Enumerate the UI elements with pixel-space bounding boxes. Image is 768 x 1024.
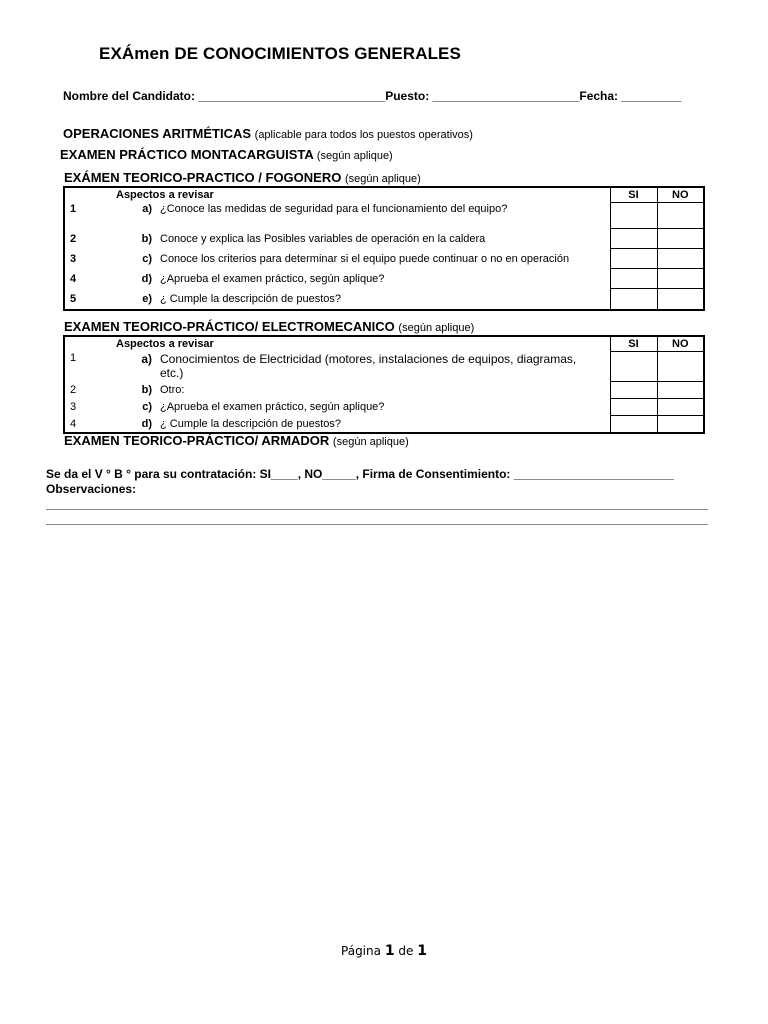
row-text: Conoce y explica las Posibles variables de operación en la caldera (160, 232, 486, 245)
section-note: (según aplique) (344, 173, 421, 185)
row-number: 2 (70, 232, 77, 245)
footer-current-page: 1 (384, 943, 395, 959)
footer-pagina-label: Página (341, 944, 381, 958)
no-checkbox[interactable] (657, 416, 704, 433)
si-checkbox[interactable] (610, 289, 657, 310)
si-checkbox[interactable] (610, 269, 657, 289)
row-letter: b) (141, 232, 152, 245)
si-checkbox[interactable] (610, 399, 657, 416)
row-letter: d) (141, 417, 152, 430)
si-checkbox[interactable] (610, 352, 657, 382)
row-text: ¿Aprueba el examen práctico, según aplique? (160, 401, 385, 413)
footer-de-label: de (398, 944, 414, 958)
no-checkbox[interactable] (657, 249, 704, 269)
section-note: (según aplique) (316, 150, 393, 162)
checklist-row (64, 229, 704, 249)
footer-total-pages: 1 (417, 943, 427, 959)
row-number: 3 (70, 401, 77, 413)
section-note: (aplicable para todos los puestos operativos) (254, 129, 473, 141)
page-title: EXÁmen DE CONOCIMIENTOS GENERALES (99, 44, 461, 63)
consent-block (46, 467, 674, 497)
section-title: EXAMEN PRÁCTICO MONTACARGUISTA (60, 147, 314, 162)
si-checkbox[interactable] (610, 203, 657, 229)
consent-line: Se da el V ° B ° para su contratación: SI____, NO_____, Firma de Consentimiento: ________________________ (46, 467, 674, 481)
row-text: ¿Conoce las medidas de seguridad para el funcionamiento del equipo? (160, 202, 508, 215)
section-title: OPERACIONES ARITMÉTICAS (63, 126, 252, 141)
electromecanico-checklist (63, 335, 705, 434)
checklist-header (64, 336, 704, 352)
checklist-row (64, 416, 704, 433)
row-letter: c) (142, 252, 152, 265)
checklist-row (64, 269, 704, 289)
si-checkbox[interactable] (610, 229, 657, 249)
row-number: 1 (70, 202, 77, 215)
no-checkbox[interactable] (657, 269, 704, 289)
no-checkbox[interactable] (657, 382, 704, 399)
row-text: Otro: (160, 384, 185, 396)
no-checkbox[interactable] (657, 229, 704, 249)
observaciones-label: Observaciones: (46, 482, 137, 496)
checklist-row (64, 352, 704, 382)
row-letter: b) (141, 384, 152, 396)
checklist-row (64, 203, 704, 229)
si-header: SI (610, 336, 657, 352)
si-checkbox[interactable] (610, 416, 657, 433)
page-footer (0, 943, 768, 959)
si-checkbox[interactable] (610, 382, 657, 399)
row-text: Conoce los criterios para determinar si el equipo puede continuar o no en operación (160, 252, 570, 265)
row-letter: e) (142, 292, 152, 305)
section-title: EXAMEN TEORICO-PRÁCTICO/ ARMADOR (64, 433, 330, 448)
section-title: EXÁMEN TEORICO-PRACTICO / FOGONERO (64, 170, 342, 185)
row-text: Conocimientos de Electricidad (motores, instalaciones de equipos, diagramas, etc.) (160, 351, 577, 380)
candidate-info-line: Nombre del Candidato: ____________________________Puesto: ______________________Fecha: _________ (63, 89, 682, 103)
no-checkbox[interactable] (657, 203, 704, 229)
checklist-row (64, 399, 704, 416)
no-checkbox[interactable] (657, 399, 704, 416)
section-montacarguista (60, 147, 393, 162)
observaciones-line[interactable] (46, 524, 708, 525)
row-text: ¿Aprueba el examen práctico, según aplique? (160, 272, 385, 285)
row-letter: a) (141, 351, 152, 366)
section-title: EXAMEN TEORICO-PRÁCTICO/ ELECTROMECANICO (64, 319, 395, 334)
row-letter: d) (141, 272, 152, 285)
section-note: (según aplique) (398, 322, 475, 334)
row-text: ¿ Cumple la descripción de puestos? (160, 417, 341, 430)
section-electromecanico (64, 319, 474, 334)
row-number: 1 (70, 351, 77, 364)
row-text: ¿ Cumple la descripción de puestos? (160, 292, 341, 305)
si-checkbox[interactable] (610, 249, 657, 269)
section-aritmeticas (63, 126, 473, 141)
row-number: 5 (70, 292, 77, 305)
row-number: 3 (70, 252, 77, 265)
aspects-header: Aspectos a revisar (116, 338, 214, 351)
row-number: 2 (70, 384, 77, 396)
fogonero-checklist (63, 186, 705, 311)
aspects-header: Aspectos a revisar (116, 189, 214, 202)
section-armador (64, 433, 409, 448)
checklist-header (64, 187, 704, 203)
si-header: SI (610, 187, 657, 203)
row-letter: a) (142, 202, 152, 215)
row-number: 4 (70, 272, 77, 285)
checklist-row (64, 249, 704, 269)
section-note: (según aplique) (332, 436, 409, 448)
checklist-row (64, 289, 704, 310)
section-fogonero (64, 170, 421, 185)
no-header: NO (657, 187, 704, 203)
observaciones-line[interactable] (46, 509, 708, 510)
row-number: 4 (70, 417, 77, 430)
row-letter: c) (142, 401, 152, 413)
checklist-row (64, 382, 704, 399)
no-checkbox[interactable] (657, 352, 704, 382)
no-header: NO (657, 336, 704, 352)
no-checkbox[interactable] (657, 289, 704, 310)
